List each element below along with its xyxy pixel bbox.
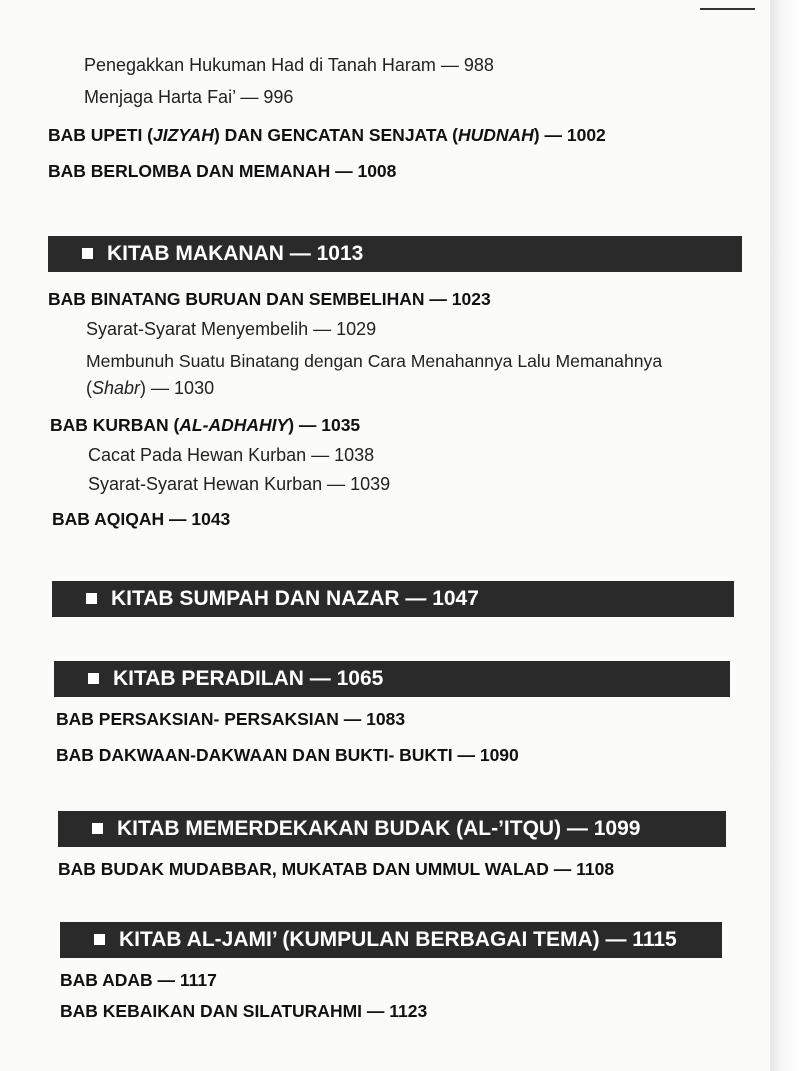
kitab-header — [60, 922, 722, 958]
text-part: BAB UPETI ( — [48, 125, 153, 145]
kitab-header — [58, 811, 726, 847]
text-part: BAB KURBAN ( — [50, 415, 180, 435]
text-italic: JIZYAH — [153, 125, 214, 145]
toc-sub-entry: Syarat-Syarat Hewan Kurban — 1039 — [88, 474, 391, 494]
kitab-header — [52, 581, 734, 617]
toc-bab-entry: BAB DAKWAAN-DAKWAAN DAN BUKTI- BUKTI — 1090 — [56, 745, 519, 765]
text-part: ) — 1035 — [288, 415, 361, 435]
kitab-header — [48, 236, 742, 272]
text-italic: HUDNAH — [457, 125, 534, 145]
toc-bab-entry — [48, 124, 606, 146]
toc-sub-entry: Membunuh Suatu Binatang dengan Cara Menahannya Lalu Memanahnya — [86, 351, 663, 371]
toc-bab-entry: BAB PERSAKSIAN- PERSAKSIAN — 1083 — [56, 709, 406, 729]
toc-sub-entry: Syarat-Syarat Menyembelih — 1029 — [86, 319, 377, 339]
top-rule — [700, 8, 755, 10]
kitab-title: KITAB AL-JAMI’ (KUMPULAN BERBAGAI TEMA) — 1115 — [119, 928, 677, 951]
toc-bab-entry: BAB AQIQAH — 1043 — [52, 509, 231, 529]
square-bullet-icon — [82, 248, 93, 259]
text-part: ) — 1002 — [533, 125, 606, 145]
toc-bab-entry — [50, 414, 360, 436]
text-italic: Shabr — [92, 378, 141, 398]
toc-bab-entry: BAB BINATANG BURUAN DAN SEMBELIHAN — 1023 — [48, 289, 491, 309]
kitab-title: KITAB MAKANAN — 1013 — [107, 242, 364, 265]
square-bullet-icon — [86, 593, 97, 604]
toc-bab-entry: BAB KEBAIKAN DAN SILATURAHMI — 1123 — [60, 1001, 428, 1021]
square-bullet-icon — [94, 934, 105, 945]
toc-sub-entry: Penegakkan Hukuman Had di Tanah Haram — 988 — [84, 55, 494, 75]
kitab-title: KITAB MEMERDEKAKAN BUDAK (AL-’ITQU) — 1099 — [117, 817, 641, 840]
square-bullet-icon — [92, 823, 103, 834]
kitab-title: KITAB PERADILAN — 1065 — [113, 667, 384, 690]
toc-bab-entry: BAB BUDAK MUDABBAR, MUKATAB DAN UMMUL WALAD — 1108 — [58, 859, 615, 879]
toc-bab-entry: BAB ADAB — 1117 — [60, 970, 217, 990]
square-bullet-icon — [88, 673, 99, 684]
kitab-title: KITAB SUMPAH DAN NAZAR — 1047 — [111, 587, 479, 610]
text-part: ) DAN GENCATAN SENJATA ( — [213, 125, 458, 145]
toc-bab-entry: BAB BERLOMBA DAN MEMANAH — 1008 — [48, 161, 397, 181]
text-part: ) — 1030 — [140, 378, 215, 398]
toc-sub-entry: Cacat Pada Hewan Kurban — 1038 — [88, 445, 375, 465]
kitab-header — [54, 661, 730, 697]
page-edge — [770, 0, 800, 1071]
toc-sub-entry: Menjaga Harta Fai’ — 996 — [84, 87, 294, 107]
text-part: ( — [86, 378, 92, 398]
text-italic: AL-ADHAHIY — [179, 415, 289, 435]
toc-sub-entry — [86, 377, 214, 399]
